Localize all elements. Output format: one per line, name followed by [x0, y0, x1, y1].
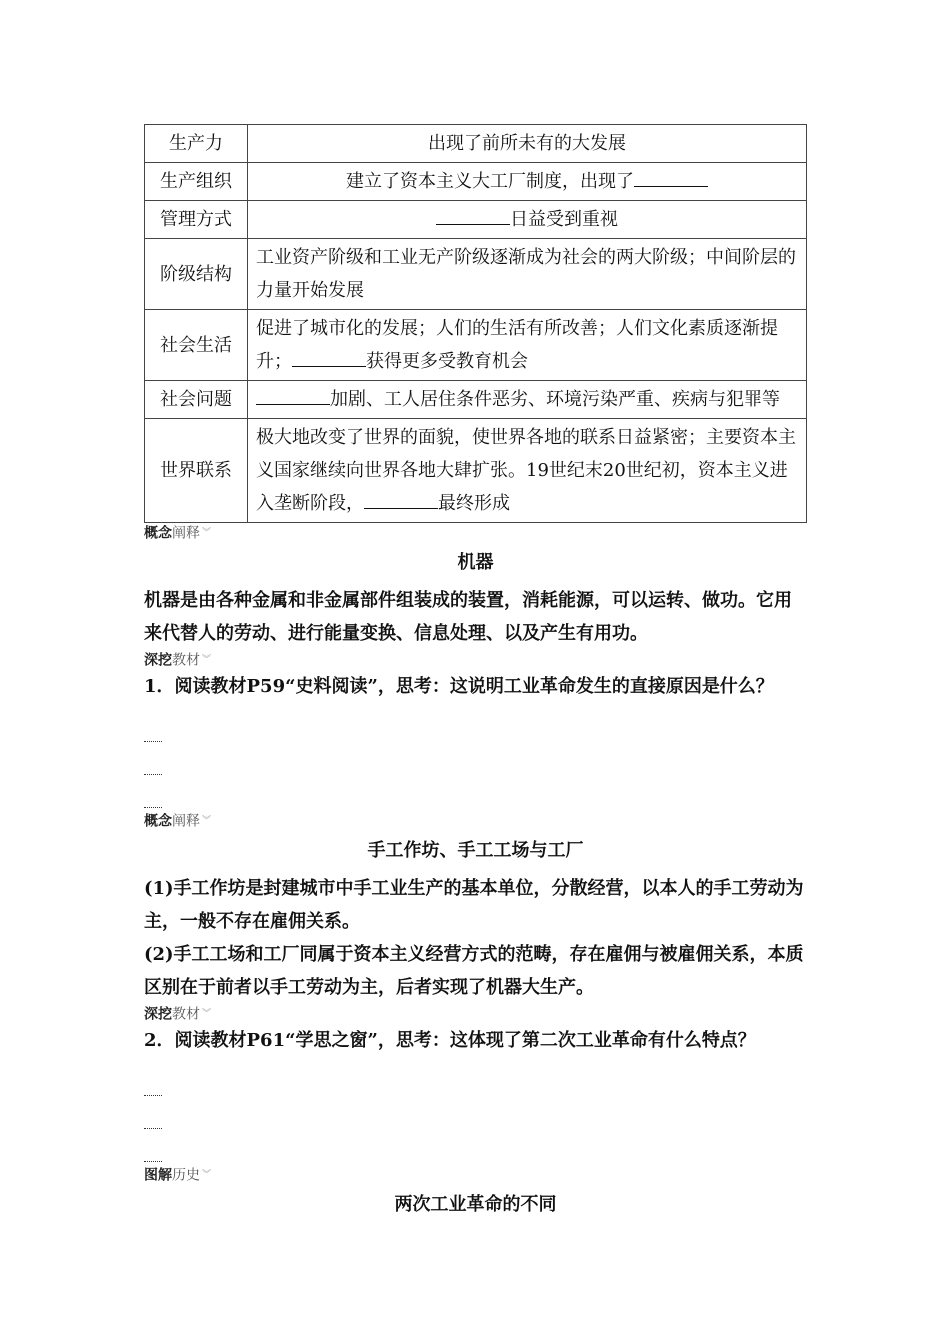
row-value-text: 日益受到重视	[510, 209, 618, 230]
row-value	[248, 310, 807, 381]
row-key: 阶级结构	[145, 239, 248, 310]
table-row	[145, 163, 807, 201]
row-key: 管理方式	[145, 201, 248, 239]
paragraph: (1)手工作坊是封建城市中手工业生产的基本单位，分散经营，以本人的手工劳动为主，一般不存在雇佣关系。	[144, 877, 804, 932]
chevron-down-icon: ︾	[202, 528, 212, 538]
row-value-text: 获得更多受教育机会	[366, 351, 528, 372]
fill-blank	[634, 168, 708, 187]
question: 1．阅读教材P59“史料阅读”，思考：这说明工业革命发生的直接原因是什么？	[144, 676, 774, 697]
row-value: 工业资产阶级和工业无产阶级逐渐成为社会的两大阶级；中间阶层的力量开始发展	[248, 239, 807, 310]
fill-blank	[292, 348, 366, 367]
section-tag-concept: 概念阐释 ︾	[144, 813, 212, 830]
answer-line	[144, 1066, 807, 1099]
paragraph: (2)手工工场和工厂同属于资本主义经营方式的范畴，存在雇佣与被雇佣关系，本质区别在于前者以手工劳动为主，后者实现了机器大生产。	[144, 943, 804, 998]
row-value	[248, 419, 807, 523]
row-key: 社会生活	[145, 310, 248, 381]
fill-blank	[256, 386, 330, 405]
row-value-text: 极大地改变了世界的面貌，使世界各地的联系日益紧密；主要资本主义国家继续向世界各地大肆扩张。19世纪末20世纪初，资本主义进入垄断阶段，	[256, 427, 796, 514]
section-title: 手工作坊、手工工场与工厂	[367, 839, 584, 861]
impact-table	[144, 124, 807, 523]
row-value	[248, 381, 807, 419]
section-title: 机器	[457, 551, 494, 573]
fill-blank	[364, 490, 438, 509]
chevron-down-icon: ︾	[202, 1170, 212, 1180]
section-tag-diagram: 图解历史 ︾	[144, 1167, 212, 1184]
section-tag-concept: 概念阐释 ︾	[144, 525, 212, 542]
chevron-down-icon: ︾	[202, 1008, 212, 1019]
table-row	[145, 419, 807, 523]
row-value-text: 加剧、工人居住条件恶劣、环境污染严重、疾病与犯罪等	[330, 389, 780, 410]
row-key: 社会问题	[145, 381, 248, 419]
answer-line	[144, 712, 807, 745]
section-tag-dig: 深挖教材 ︾	[144, 1006, 212, 1022]
chevron-down-icon: ︾	[202, 816, 212, 826]
row-value-text: 促进了城市化的发展；人们的生活有所改善；人们文化素质逐渐提升；	[256, 318, 778, 372]
table-row	[145, 125, 807, 163]
answer-line	[144, 1132, 807, 1165]
answer-line	[144, 778, 807, 811]
row-key: 生产组织	[145, 163, 248, 201]
row-value-text: 建立了资本主义大工厂制度，出现了	[346, 171, 634, 192]
paragraph: 机器是由各种金属和非金属部件组装成的装置，消耗能源，可以运转、做功。它用来代替人的劳动、进行能量变换、信息处理、以及产生有用功。	[144, 589, 792, 644]
answer-line	[144, 745, 807, 778]
row-key: 生产力	[145, 125, 248, 163]
row-value	[248, 163, 807, 201]
row-value	[248, 201, 807, 239]
row-key: 世界联系	[145, 419, 248, 523]
table-row	[145, 201, 807, 239]
section-title: 两次工业革命的不同	[394, 1193, 557, 1215]
table-row	[145, 310, 807, 381]
answer-line	[144, 1099, 807, 1132]
row-value: 出现了前所未有的大发展	[248, 125, 807, 163]
chevron-down-icon: ︾	[202, 654, 212, 665]
question: 2．阅读教材P61“学思之窗”，思考：这体现了第二次工业革命有什么特点？	[144, 1030, 756, 1051]
table-row	[145, 239, 807, 310]
section-tag-dig: 深挖教材 ︾	[144, 652, 212, 668]
fill-blank	[436, 206, 510, 225]
row-value-text: 最终形成	[438, 493, 510, 514]
table-row	[145, 381, 807, 419]
page	[144, 124, 807, 1226]
